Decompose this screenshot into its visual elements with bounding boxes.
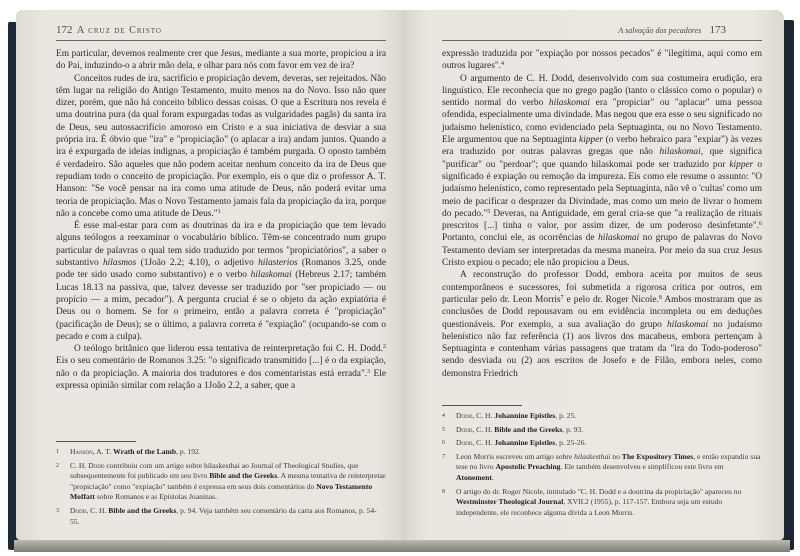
text-run: , C. H. — [472, 438, 495, 448]
footnote-ref: 5 — [487, 208, 491, 215]
paragraph — [56, 48, 386, 73]
footnote — [442, 452, 762, 484]
text-run: , p. 93. — [562, 424, 584, 434]
footnote-ref: 4 — [501, 61, 505, 68]
text-run: Bible and the Greeks — [494, 424, 563, 434]
page-number: 173 — [709, 24, 726, 36]
text-run: no — [610, 451, 622, 461]
text-run: The Expository Times — [621, 451, 694, 461]
text-run: hilasmos — [102, 258, 137, 269]
footnote-ref: 8 — [658, 294, 662, 301]
text-run: , C. H. — [472, 411, 495, 420]
footnote — [442, 411, 762, 422]
text-run: Leon Morris escreveu um artigo sobre — [456, 451, 575, 461]
footnote-ref: 2 — [383, 344, 386, 351]
text-run: , e então expandiu sua tese no livro — [456, 451, 761, 472]
text-run: Westminster Theological Journal — [456, 497, 564, 507]
text-run: Hanson — [70, 447, 93, 456]
header-rule — [56, 40, 386, 41]
text-run: Dodd — [456, 424, 473, 434]
text-run: expressão traduzida por "expiação por nossos pecados" é "ilegítima, aqui como em outros lugares". — [442, 49, 762, 72]
text-run: Apostolic Preaching — [495, 462, 561, 472]
text-run: 5 — [442, 426, 445, 433]
text-run: . — [491, 472, 494, 482]
text-run: 4 — [442, 413, 445, 419]
text-run: kipper — [729, 159, 754, 170]
paragraph — [442, 73, 762, 270]
text-run: no grupo de palavras do Novo Testamento deviam ser interpretadas da mesma maneira. Por meio da sua cruz Jesus Cristo expiou o pecado; ele não propiciou a Deus. — [442, 233, 762, 269]
text-run: hilaskesthai — [574, 451, 611, 461]
text-run: Dodd — [70, 505, 87, 515]
text-run: Em particular, devemos realmente crer que Jesus, mediante a sua morte, propiciou a ira do Pai, induzindo-o a abrir mão dela, e olhar para nós com favor em vez de ira? — [56, 49, 386, 72]
text-run: 1 — [56, 449, 59, 455]
text-run: hilaskomai — [250, 270, 292, 281]
footnote — [56, 461, 386, 503]
running-head: A salvação dos pecadores — [618, 26, 702, 35]
text-run: , p. 192. — [176, 447, 201, 456]
footnote-ref: 6 — [759, 221, 762, 228]
footnote — [442, 487, 762, 519]
text-run: , XVII.2 (1955), p. 117-157. Embora seja um estudo independente, ele reconhece alguma dívida a Leon Morris. — [456, 497, 723, 517]
text-run: Atonement — [456, 472, 492, 482]
paragraph — [56, 220, 386, 343]
text-run: Novo Testamento Moffatt — [70, 481, 373, 502]
footnotes — [442, 411, 762, 521]
text-run: o significado é expiação ou remoção da impureza. Eis como ele resume o assunto: "O judaísmo helenístico, como representado pela Septuaginta, não vê o 'cultas' como um meio de pacificar o desprazer da Divindade, mas como um meio de livrar o homem do pecado." — [442, 159, 762, 219]
text-run: O artigo do dr. Roger Nicole, intitulado "C. H. Dodd e a doutrina da propiciação" apareceu no — [456, 486, 742, 496]
text-run: . A mesma tentativa de reinterpretar "propiciação" como "expiação" também é expressa em seus dois comentários do — [70, 471, 386, 491]
footnote-ref: 3 — [367, 368, 371, 375]
text-run: hilaskomai — [598, 233, 640, 244]
text-run: A reconstrução do professor Dodd, embora aceita por muitos de seus contemporâneos e sucessores, foi submetida a rigorosa crítica por outros, em particular pelo dr. Leon Morris — [442, 270, 762, 305]
text-run: hilaskomai — [659, 147, 701, 158]
text-run: contribuiu com um artigo sobre hilaskesthai ao Journal of Theological Studies, que subsequentemente foi publicado em seu livro — [70, 460, 359, 481]
text-run: Portanto, conclui ele, as ocorrências de — [442, 233, 599, 244]
right-page — [402, 10, 784, 540]
text-run: O argumento de C. H. Dodd, desenvolvido com sua costumeira erudição, era linguístico. Ele reconhecia que no grego pagão (tanto o clássico como o popular) o sentido normal do verbo — [442, 73, 762, 109]
text-run: (1João 2.2; 4.10), o adjetivo — [136, 258, 259, 269]
text-run: 8 — [442, 488, 445, 495]
text-run: Deveras, na Antiguidade, em geral cria-se que "a realização de rituais prescritos [...] tinha o valor, por assim dizer, de um poderoso desinfetante". — [442, 208, 762, 232]
body-text — [56, 48, 386, 392]
text-run: 6 — [442, 440, 445, 447]
text-run: , p. 25. — [555, 411, 577, 420]
text-run: , p. 94. Veja também seu comentário da carta aos Romanos, p. 54-55. — [70, 505, 377, 526]
text-run: sobre Romanos e as Epístolas Joaninas. — [94, 492, 218, 502]
body-text — [442, 48, 762, 380]
right-page-header — [618, 24, 726, 36]
footnote-ref: 7 — [560, 294, 564, 301]
footnote — [56, 447, 386, 458]
footnote-ref: 1 — [217, 208, 221, 215]
text-run: Dodd — [456, 411, 473, 420]
paragraph — [56, 343, 386, 392]
footnote — [56, 506, 386, 527]
text-run: É esse mal-estar para com as doutrinas da ira e da propiciação que tem levado alguns teólogos a reexaminar o vocabulário bíblico. Têm-se concentrado num grupo particular de palavras o qual tem sido traduzido por termos "propiciatórios", a saber o substantivo — [56, 221, 386, 269]
left-page — [16, 10, 408, 540]
text-run: 2 — [56, 462, 59, 469]
text-run: , p. 25-26. — [555, 438, 587, 448]
paragraph — [442, 48, 762, 73]
text-run: Dodd — [88, 460, 105, 470]
text-run: Johannine Epistles — [494, 438, 556, 448]
text-run: Bible and the Greeks — [108, 505, 177, 515]
text-run: C. H. — [70, 460, 89, 470]
text-run: 3 — [56, 507, 59, 514]
text-run: 7 — [442, 453, 445, 460]
book-bottom-edge — [14, 540, 790, 552]
text-run: , C. H. — [86, 505, 109, 515]
text-run: Conceitos rudes de ira, sacrifício e propiciação devem, deveras, ser rejeitados. Não têm lugar na religião do Antigo Testamento, muito menos na do Novo. Isso não quer dizer, porém, que não há conceito bíblico dessas coisas. O que a Escritura nos revela é uma doutrina pura (da qual foram expurgadas todas as vulgaridades pagãs) da santa ira de Deus, seu autossacrifício amoroso em Cristo e a sua iniciativa de desviar a sua própria ira. É óbvio que "ira" e "propiciação" (o aplacar a ira) andam juntos. Quando a ira é expurgada de ideias indignas, a propiciação é também purgada. O oposto também é verdadeiro. São aqueles que não podem aceitar nenhum conceito da ira de Deus que repudiam todo o conceito de propiciação. Por exemplo, eis o que diz o professor A. T. Hanson: "Se você pensar na ira como uma atitude de Deus, não poderá evitar uma teoria de propiciação. Mas o Novo Testamento jamais fala da propiciação da ira, porque não a concebe como uma atitude de Deus." — [56, 73, 386, 219]
running-head: A cruz de Cristo — [77, 25, 162, 36]
header-rule — [442, 40, 762, 41]
text-run: , A. T. — [92, 447, 114, 456]
text-run: era "propiciar" ou "aplacar" uma pessoa ofendida, especialmente uma divindade. Mas negou que era esse o seu significado no judaísmo helenístico, como evidenciado pela Septuaginta, ou no Novo Testamento. Ele argumentou que na Septuaginta — [442, 98, 762, 146]
page-number: 172 — [56, 24, 73, 36]
text-run: Johannine Epistles — [494, 411, 556, 420]
text-run: Ambos mostraram que as conclusões de Dodd repousavam ou em evidência incompleta ou em deduções questionáveis. Por exemplo, a sua avaliação do grupo — [442, 294, 762, 330]
text-run: hilasterios — [258, 258, 298, 269]
paragraph — [56, 73, 386, 221]
text-run: e pelo dr. Roger Nicole. — [563, 294, 659, 305]
footnote — [442, 438, 762, 449]
text-run: Bible and the Greeks — [209, 471, 278, 481]
left-page-header — [56, 24, 162, 36]
paragraph — [442, 269, 762, 380]
text-run: . Ele também desenvolveu e simplificou este livro em — [560, 462, 724, 472]
text-run: (Romanos 3.25, onde pode ter sido usado como substantivo) e o verbo — [56, 258, 386, 281]
text-run: no judaísmo helenístico não faz referência (1) aos livros dos macabeus, embora pertençam à Septuaginta e contenham várias passagens que tratam da "ira do Todo-poderoso" sendo desviada ou (2) aos escritos de Josefo e de Filão, embora neles, como demonstra Friedrich — [442, 319, 762, 379]
text-run: Eis o seu comentário de Romanos 3.25: "o significado transmitido [...] é o da expiação, não o da propiciação. A maioria dos tradutores e dos comentaristas está errada". — [56, 356, 386, 379]
text-run: (o verbo hebraico para "expiar") às vezes era traduzido por outras palavras gregas que não — [442, 135, 762, 158]
footnote — [442, 425, 762, 436]
footnote-rule — [56, 441, 136, 442]
text-run: hilaskomai — [666, 319, 709, 330]
text-run: , C. H. — [472, 424, 495, 434]
text-run: Wrath of the Lamb — [113, 447, 177, 456]
text-run: (Hebreus 2.17; também Lucas 18.13 na passiva, que, talvez devesse ser traduzido por "ser propiciado — ou propício — a mim, pecador"). A pergunta crucial é se o objeto da ação expiatória é Deus ou o homem. Se for o primeiro, então a palavra correta é "propiciação" (pacificação de Deus); se o último, a palavra correta é "expiação" (ocupando-se com o pecado e com a culpa). — [56, 270, 387, 342]
text-run: kipper — [579, 135, 603, 146]
text-run: , que significa "purificar" ou "perdoar"; que quando hilaskomai pode ser traduzido por — [442, 147, 762, 170]
text-run: O teólogo britânico que liderou essa tentativa de reinterpretação foi C. H. Dodd. — [74, 344, 383, 355]
footnotes — [56, 447, 386, 530]
footnote-rule — [442, 405, 522, 406]
text-run: Ele expressa opinião similar com relação a 1João 2.2, a saber, que a — [56, 368, 386, 392]
text-run: hilaskomai — [548, 98, 591, 109]
text-run: Dodd — [456, 438, 473, 448]
